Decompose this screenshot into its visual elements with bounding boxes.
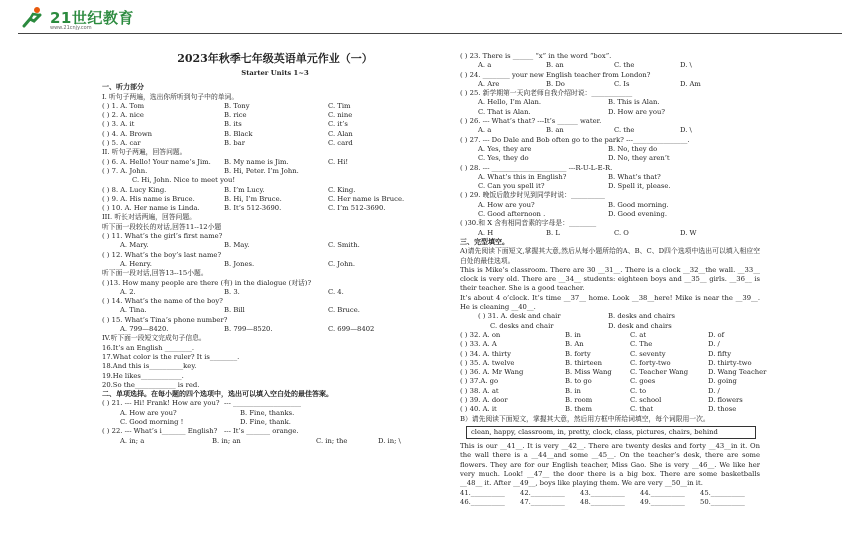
option-b: B. What’s that?: [608, 172, 661, 181]
question-line: 16.It’s an English ________.: [102, 343, 195, 352]
option-row: [102, 325, 448, 334]
option-row: [460, 322, 760, 331]
option-b: B. Bill: [224, 306, 245, 315]
question-stem: ( ) 33. A. A: [460, 340, 497, 349]
option-row: [460, 210, 760, 219]
option-row: [460, 108, 760, 117]
question-stem: ( ) 4. A. Brown: [102, 129, 153, 138]
option-b: B. room: [565, 395, 593, 404]
option-b: B. an: [546, 61, 564, 70]
cloze-row: [460, 340, 760, 349]
question-row: [102, 130, 448, 139]
question-line: 19.He likes____________.: [102, 371, 184, 380]
option-a: A. Hello, I’m Alan.: [478, 98, 542, 107]
question-stem: ( ) 35. A. twelve: [460, 358, 515, 367]
option-d: D. those: [708, 405, 737, 414]
question-row: [102, 111, 448, 120]
option-c: C. John.: [328, 259, 356, 268]
answer-blank[interactable]: 44.__________: [640, 488, 685, 497]
question-line: 17.What color is the ruler? It is________.: [102, 352, 240, 361]
cloze-row: [460, 359, 760, 368]
question-row: [102, 167, 448, 176]
question-row: [102, 139, 448, 148]
section-heading: 三、完型填空。: [460, 237, 509, 246]
option-c: C. Teacher Wang: [630, 368, 689, 377]
option-row: [460, 61, 760, 70]
question-stem: ( ) 3. A. it: [102, 120, 135, 129]
question-stem: ( ) 32. A. on: [460, 330, 501, 339]
left-questions: [102, 83, 448, 446]
option-c: C. The: [630, 340, 653, 349]
option-b: B. thirteen: [565, 358, 603, 367]
question-row: [102, 158, 448, 167]
option-a: C. Can you spell it?: [478, 182, 545, 191]
option-c: C. card: [328, 139, 353, 148]
question-stem: ( ) 39. A. door: [460, 395, 508, 404]
option-a: A. H: [478, 228, 494, 237]
answer-blank[interactable]: 48.__________: [580, 497, 625, 506]
option-row: [460, 201, 760, 210]
passage-paragraph: This is our __41__. It is very __42__. There are twenty desks and forty __43__in it. On the wall there is a __44__and some __45__. On the teacher’s desk, there are some flowers. They are for our English teacher, Miss Gao. She is very __46__. We like her very much. Look! __47__ the door there is a big box. There are some basketballs __48__ it. After __49__, boys like playing them. We are very __50__in it.: [460, 442, 760, 488]
answer-blank[interactable]: 49.__________: [640, 497, 685, 506]
question-line: ( ) 23. There is ______ “x” in the word “box”.: [460, 52, 612, 60]
option-c: C. that: [630, 405, 654, 414]
option-b: B. bar: [224, 139, 245, 148]
option-b: B. Hi, Peter. I’m John.: [224, 166, 299, 175]
right-questions: [460, 52, 767, 507]
option-b: D. How are you?: [608, 107, 665, 116]
option-d: D. /: [708, 386, 720, 395]
option-b: D. No, they aren’t: [608, 154, 670, 163]
option-a: C. Yes, they do: [478, 154, 529, 163]
passage-paragraph: A)请先阅读下面短文,掌握其大意,然后从每小题所给的A、B、C、D四个选项中选出可以填入相应空白处的最佳选项。: [460, 247, 760, 265]
page-subtitle: Starter Units 1~3: [241, 69, 309, 77]
option-row: [102, 409, 448, 418]
option-d: D. W: [680, 228, 697, 237]
question-stem: ( ) 10. A. Her name is Linda.: [102, 204, 200, 213]
cloze-row: [460, 331, 760, 340]
question-stem: ( ) 38. A. at: [460, 386, 499, 395]
option-b: B. Do: [546, 79, 565, 88]
option-c: C. Smith.: [328, 241, 360, 250]
option-a: ( ) 31. A. desk and chair: [478, 312, 561, 321]
site-logo: [20, 6, 134, 31]
option-d: D. fifty: [708, 349, 732, 358]
option-d: D. /: [708, 340, 720, 349]
option-row: [460, 229, 760, 238]
option-a: A. How are you?: [120, 408, 177, 417]
section-heading: 二、单项选择。在每小题的四个选项中，选出可以填入空白处的最佳答案。: [102, 390, 333, 399]
header-divider: [18, 33, 842, 34]
option-c: C. 699—8402: [328, 325, 375, 334]
answer-blank[interactable]: 50.__________: [700, 497, 745, 506]
question-line: III. 听长对话两遍，回答问题。: [102, 213, 196, 222]
option-c: C. Bruce.: [328, 306, 360, 315]
option-b: B. them: [565, 405, 592, 414]
option-b: B. in; an: [212, 436, 241, 445]
question-line: ( ) 26. --- What’s that? ---It’s ______ water.: [460, 117, 602, 126]
passage-paragraph: It’s about 4 o’clock. It’s time __37__ home. Look __38__here! Mike is near the __39__. He is cleaning __40__.: [460, 293, 760, 312]
question-stem: ( ) 6. A. Hello! Your name’s Jim.: [102, 157, 211, 166]
option-c: C. 4.: [328, 287, 344, 296]
question-row: [102, 120, 448, 129]
option-b: B. desks and chairs: [608, 312, 676, 321]
option-c: C. in; the: [316, 436, 348, 445]
option-a: C. Good morning !: [120, 417, 184, 426]
option-b: B. rice: [224, 111, 247, 120]
option-b: D. desk and chairs: [608, 321, 672, 330]
answer-blank[interactable]: 42.__________: [520, 488, 565, 497]
option-c: C. the: [614, 61, 635, 70]
option-b: B. An: [565, 340, 584, 349]
option-a: A. a: [478, 61, 492, 70]
option-b: B. This is Alan.: [608, 98, 660, 107]
option-row: [460, 80, 760, 89]
option-c: C. Hi!: [328, 157, 349, 166]
option-row: [102, 306, 448, 315]
question-line: ( ) 11. What’s the girl’s first name?: [102, 232, 223, 241]
option-c: C. school: [630, 395, 662, 404]
option-d: D. thirty-two: [708, 358, 752, 367]
option-b: B. My name is Jim.: [224, 157, 289, 166]
option-c: C. I’m 512-3690.: [328, 204, 386, 213]
option-a: A. Are: [478, 79, 500, 88]
option-row: [460, 312, 760, 321]
section-heading: 一、听力部分: [102, 83, 144, 92]
option-c: C. nine: [328, 111, 353, 120]
option-b: B. I’m Lucy.: [224, 185, 265, 194]
question-line: 18.And this is__________key.: [102, 362, 197, 371]
option-a: A. in; a: [120, 436, 145, 445]
question-line: ( ) 25. 新学期第一天向老师自我介绍时说：____________: [460, 89, 633, 98]
option-b: B. Good morning.: [608, 200, 669, 209]
option-d: D. going: [708, 377, 737, 386]
option-b: B. Miss Wang: [565, 368, 612, 377]
question-line: ( ) 12. What’s the boy’s last name?: [102, 250, 222, 259]
question-row: [102, 186, 448, 195]
option-a: A. Tina.: [120, 306, 147, 315]
option-b: B. It’s 512-3690.: [224, 204, 282, 213]
question-line: ( ) 28. --- ______________________ ---R-U-L-E-R.: [460, 163, 613, 172]
runner-icon: [20, 6, 46, 28]
question-line: I. 听句子两遍，选出你所听到句子中的单词。: [102, 92, 239, 101]
answer-blank[interactable]: 41.__________: [460, 488, 505, 497]
option-a: A. Yes, they are: [478, 144, 532, 153]
option-c: C. King.: [328, 185, 356, 194]
option-a: C. That is Alan.: [478, 107, 531, 116]
option-d: D. Wang Teacher: [708, 368, 767, 377]
question-line: ( ) 24. ________ your new English teacher from London?: [460, 70, 651, 79]
option-row: [460, 98, 760, 107]
answer-row: [460, 498, 760, 507]
option-line: C. Hi, John. Nice to meet you!: [132, 176, 236, 185]
option-b: B. in: [565, 386, 581, 395]
option-b: B. 3.: [224, 287, 240, 296]
option-c: C. Alan: [328, 129, 353, 138]
question-row: [102, 399, 448, 408]
cloze-row: [460, 405, 760, 414]
brand-name: 21世纪教育: [50, 8, 134, 27]
question-row: [102, 102, 448, 111]
passage-paragraph: This is Mike’s classroom. There are 30 __31__. There is a clock __32__the wall. __33__ clock is very old. There are __34__ students: eighteen boys and __35__ girls. __36__ is their teacher. She is a good teacher.: [460, 265, 760, 293]
option-b: B. L: [546, 228, 560, 237]
question-stem: ( ) 5. A. car: [102, 139, 141, 148]
answer-blank[interactable]: 43.__________: [580, 488, 625, 497]
option-a: A. a: [478, 126, 492, 135]
option-d: D. flowers: [708, 395, 743, 404]
question-stem: ( ) 36. A. Mr Wang: [460, 368, 524, 377]
option-b: D. Fine, thank.: [240, 417, 291, 426]
option-b: D. Good evening.: [608, 210, 667, 219]
option-row: [102, 288, 448, 297]
cloze-row: [460, 396, 760, 405]
option-row: [460, 145, 760, 154]
option-b: B. May.: [224, 241, 250, 250]
option-c: C. Her name is Bruce.: [328, 194, 405, 203]
option-row: [460, 126, 760, 135]
question-line: 听下面一段较长的对话,回答11--12小题: [102, 222, 222, 231]
cloze-row: [460, 350, 760, 359]
option-c: C. seventy: [630, 349, 666, 358]
option-b: B. 799—8520.: [224, 325, 273, 334]
option-a: C. desks and chair: [490, 321, 554, 330]
question-line: ( ) 27. --- Do Dale and Bob often go to the park? ---________________.: [460, 135, 690, 144]
option-c: C. goes: [630, 377, 656, 386]
option-c: C. forty-two: [630, 358, 671, 367]
option-row: [102, 418, 448, 427]
option-row: [460, 154, 760, 163]
option-c: C. Tim: [328, 101, 351, 110]
question-line: ( ) 15. What’s Tina’s phone number?: [102, 315, 228, 324]
option-b: B. No, they do: [608, 144, 658, 153]
option-b: B. Fine, thanks.: [240, 408, 295, 417]
option-b: B. its: [224, 120, 242, 129]
option-c: C. it’s: [328, 120, 348, 129]
option-c: [328, 399, 428, 408]
question-stem: ( ) 40. A. it: [460, 405, 497, 414]
option-b: B. in: [565, 330, 581, 339]
option-row: [102, 260, 448, 269]
question-line: ( )13. How many people are there (有) in the dialogue (对话)?: [102, 278, 312, 287]
question-stem: ( ) 7. A. John.: [102, 166, 148, 175]
option-a: A. Mary.: [120, 241, 149, 250]
question-stem: ( ) 2. A. nice: [102, 111, 144, 120]
question-line: IV.听下面一段短文完成句子信息。: [102, 334, 206, 343]
option-b: B. Black: [224, 129, 253, 138]
option-b: --- It’s _______ orange.: [224, 427, 299, 436]
question-stem: ( ) 37.A. go: [460, 377, 499, 386]
option-d: D. \: [680, 126, 692, 135]
option-row: [102, 437, 448, 446]
question-row: [102, 427, 448, 436]
question-stem: ( ) 1. A. Tom: [102, 101, 145, 110]
option-a: C. Good afternoon .: [478, 210, 546, 219]
question-line: ( ) 29. 晚饭后散步时见到同学时说：__________: [460, 191, 605, 200]
answer-blank[interactable]: 45.__________: [700, 488, 745, 497]
option-b: D. Spell it, please.: [608, 182, 671, 191]
question-row: [102, 195, 448, 204]
option-b: B. Tony: [224, 101, 250, 110]
page-title: 2023年秋季七年级英语单元作业（一）: [177, 52, 373, 65]
option-b: B. to go: [565, 377, 592, 386]
option-d: D. Am: [680, 79, 701, 88]
option-row: [102, 241, 448, 250]
answer-row: [460, 489, 760, 498]
option-c: [328, 167, 428, 176]
question-line: 听下面一段对话,回答13--15小题。: [102, 269, 208, 278]
option-b: B. Jones.: [224, 259, 255, 268]
question-stem: ( ) 21. --- Hi! Frank! How are you?: [102, 399, 220, 408]
option-c: C. Is: [614, 79, 630, 88]
option-d: D. in; \: [378, 436, 401, 445]
option-c: C. at: [630, 330, 647, 339]
option-a: A. Henry.: [120, 259, 152, 268]
answer-blank[interactable]: 46.__________: [460, 497, 505, 506]
cloze-row: [460, 377, 760, 386]
option-b: --- ____________________: [224, 399, 302, 408]
question-stem: ( ) 8. A. Lucy King.: [102, 185, 167, 194]
option-b: B. Hi, I’m Bruce.: [224, 194, 282, 203]
cloze-row: [460, 368, 767, 377]
question-stem: ( ) 34. A. thirty: [460, 349, 511, 358]
right-column: [460, 52, 767, 507]
option-d: D. of: [708, 330, 725, 339]
word-bank-box: clean, happy, classroom, in, pretty, clock, class, pictures, chairs, behind: [466, 426, 756, 439]
option-c: C. O: [614, 228, 629, 237]
left-column: [102, 52, 448, 446]
question-line: ( )30.和 X 含有相同音素的字母是：________: [460, 219, 597, 228]
answer-blank[interactable]: 47.__________: [520, 497, 565, 506]
option-a: A. 2.: [120, 287, 136, 296]
option-a: A. 799—8420.: [120, 325, 169, 334]
question-line: II. 听句子两遍，回答问题。: [102, 148, 187, 157]
option-d: D. \: [680, 61, 692, 70]
question-stem: ( ) 22. --- What’s i_______ English?: [102, 427, 218, 436]
option-b: B. an: [546, 126, 564, 135]
option-c: C. the: [614, 126, 635, 135]
cloze-row: [460, 387, 760, 396]
question-line: ( ) 14. What’s the name of the boy?: [102, 297, 223, 306]
option-row: [460, 173, 760, 182]
brand-url: www.21cnjy.com: [50, 25, 92, 31]
option-a: A. How are you?: [478, 200, 535, 209]
question-line: B）请先阅读下面短文，掌握其大意，然后用方框中所给词填空，每个词限用一次。: [460, 414, 710, 423]
option-c: [328, 427, 428, 436]
question-stem: ( ) 9. A. His name is Bruce.: [102, 194, 195, 203]
option-c: C. to: [630, 386, 647, 395]
option-b: B. forty: [565, 349, 591, 358]
question-line: 20.So the____________ is red.: [102, 380, 200, 389]
option-a: A. What’s this in English?: [478, 172, 567, 181]
